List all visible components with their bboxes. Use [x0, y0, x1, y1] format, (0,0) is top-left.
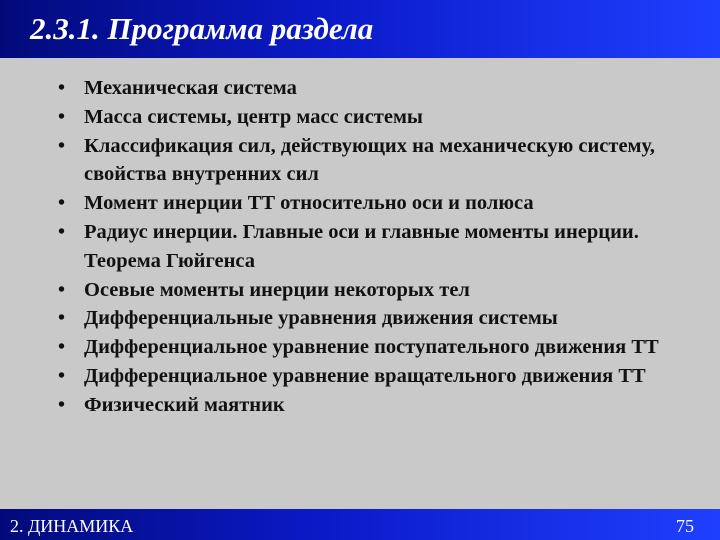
- bullet-item: [58, 304, 678, 333]
- bullet-text: Момент инерции ТТ относительно оси и полюса: [84, 192, 534, 215]
- bullet-text: Механическая система: [84, 77, 297, 99]
- bullet-icon: •: [58, 220, 66, 243]
- bullet-text: Физический маятник: [84, 393, 285, 416]
- bullet-text: Радиус инерции. Главные оси и главные моменты инерции. Теорема Гюйгенса: [84, 220, 639, 272]
- bullet-item: [58, 362, 678, 391]
- bullet-text: Дифференциальные уравнения движения системы: [84, 307, 558, 330]
- bullet-icon: •: [58, 364, 66, 387]
- slide-content: [58, 74, 678, 420]
- bullet-icon: •: [58, 307, 66, 330]
- bullet-item: [58, 391, 678, 420]
- bullet-icon: •: [58, 336, 66, 359]
- bullet-item: [58, 333, 678, 362]
- bullet-icon: •: [58, 77, 66, 99]
- bullet-icon: •: [58, 134, 66, 157]
- bullet-item: [58, 132, 678, 190]
- bullet-item: [58, 74, 678, 103]
- bullet-item: [58, 189, 678, 218]
- page-number: 75: [676, 516, 694, 536]
- bullet-icon: •: [58, 192, 66, 215]
- bullet-item: [58, 276, 678, 305]
- bullet-text: Дифференциальное уравнение поступательного движения ТТ: [84, 336, 659, 359]
- bullet-item: [58, 218, 678, 276]
- bullet-icon: •: [58, 278, 66, 301]
- slide-title: 2.3.1. Программа раздела: [30, 11, 374, 46]
- bullet-text: Масса системы, центр масс системы: [84, 105, 423, 128]
- bullet-icon: •: [58, 105, 66, 128]
- footer-bar: [0, 509, 720, 540]
- bullet-text: Осевые моменты инерции некоторых тел: [84, 278, 470, 301]
- bullet-text: Дифференциальное уравнение вращательного движения ТТ: [84, 364, 646, 387]
- title-bar: [0, 0, 720, 58]
- footer-section-label: 2. ДИНАМИКА: [10, 516, 134, 536]
- bullet-item: [58, 103, 678, 132]
- bullet-text: Классификация сил, действующих на механическую систему, свойства внутренних сил: [84, 134, 655, 186]
- bullet-icon: •: [58, 393, 66, 416]
- bullet-list: [58, 74, 678, 420]
